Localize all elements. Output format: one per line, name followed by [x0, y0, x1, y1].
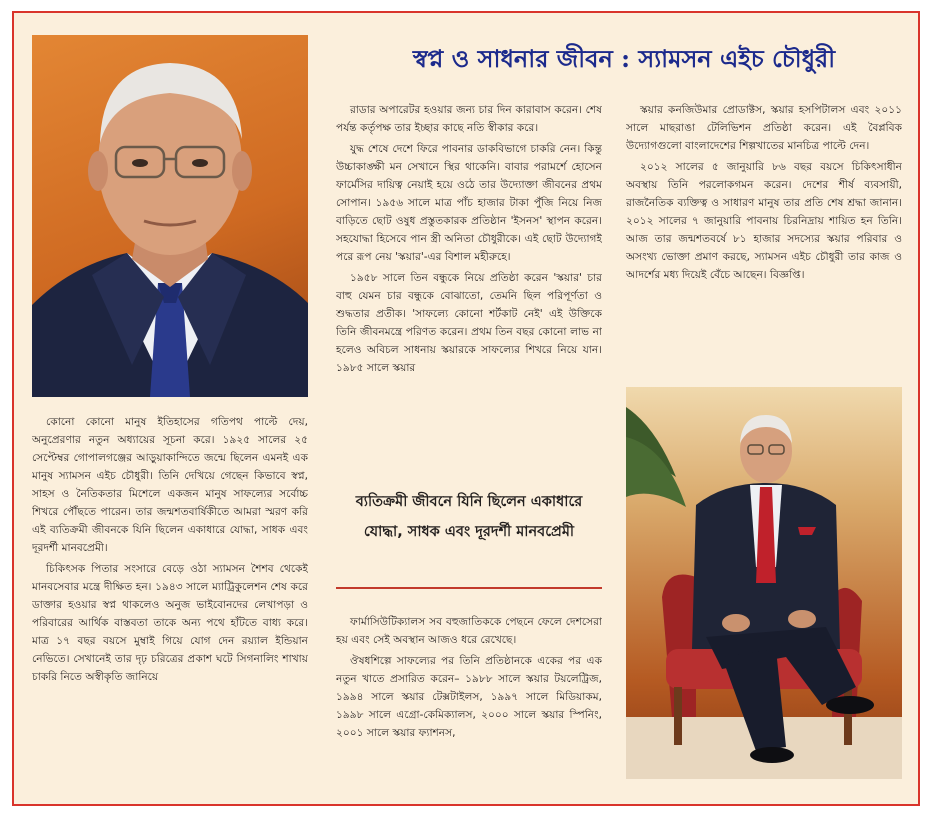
article-column-middle-bottom [336, 613, 602, 791]
newspaper-page [12, 11, 920, 806]
paragraph: রাডার অপারেটর হওয়ার জন্য চার দিন কারাবাস করেন। শেষ পর্যন্ত কর্তৃপক্ষ তার ইচ্ছার কাছে নতি স্বীকার করে। [336, 104, 602, 134]
paragraph: ১৯৫৮ সালে তিন বন্ধুকে নিয়ে প্রতিষ্ঠা করেন 'স্কয়ার' চার বাহু যেমন চার বন্ধুকে বোঝাতো, তেমনি ছিল পরিপূর্ণতা ও শুদ্ধতার প্রতীক। 'সাফল্যে কোনো শর্টকাট নেই' এই উক্তিকে তিনি জীবনমন্ত্রে পরিণত করেন। প্রথম তিন বছর কোনো লাভ না হলেও অবিচল সাধনায় স্কয়ারকে সাফল্যের শিখরে নিয়ে যান। ১৯৮৫ সালে স্কয়ার [336, 272, 602, 374]
article-column-middle-top [336, 101, 602, 477]
paragraph: ২০১২ সালের ৫ জানুয়ারি ৮৬ বছর বয়সে চিকিৎসাধীন অবস্থায় তিনি পরলোকগমন করেন। দেশের শীর্ষ ব্যবসায়ী, রাজনৈতিক ব্যক্তিত্ব ও সাধারণ মানুষ তার প্রতি শেষ শ্রদ্ধা জানান। ২০১২ সালের ৭ জানুয়ারি পাবনায় চিরনিদ্রায় শায়িত হন তিনি। আজ তার জন্মশতবর্ষে ৮১ হাজার সদস্যের স্কয়ার পরিবার ও অসংখ্য ভোক্তা প্রমাণ করছে, স্যামসন এইচ চৌধুরী তার কাজ ও আদর্শের মধ্য দিয়েই বেঁচে আছেন। বিজ্ঞপ্তি। [626, 161, 902, 281]
headline: স্বপ্ন ও সাধনার জীবন : স্যামসন এইচ চৌধুরী [412, 44, 836, 73]
article-column-left [32, 413, 308, 791]
pull-quote: ব্যতিক্রমী জীবনে যিনি ছিলেন একাধারে যোদ্ধা, সাধক এবং দূরদর্শী মানবপ্রেমী [336, 481, 602, 589]
paragraph: চিকিৎসক পিতার সংসারে বেড়ে ওঠা স্যামসন শৈশব থেকেই মানবসেবার মন্ত্রে দীক্ষিত হন। ১৯৪৩ সালে ম্যাট্রিকুলেশন শেষ করে ডাক্তার হওয়ার স্বপ্ন থাকলেও অনুজ ভাইবোনদের লেখাপড়া ও পরিবারের আর্থিক বাস্তবতা তাকে অন্য পথে হাঁটতে বাধ্য করে। মাত্র ১৭ বছর বয়সে মুম্বাই গিয়ে যোগ দেন রয়্যাল ইন্ডিয়ান নেভিতে। সেখানেই তার দৃঢ় চরিত্রের প্রকাশ ঘটে সিগনালিং শাখায় চাকরি নিতে অস্বীকৃতি জানিয়ে [32, 563, 308, 683]
paragraph: স্কয়ার কনজিউমার প্রোডাক্টস, স্কয়ার হসপিটালস এবং ২০১১ সালে মাছরাঙা টেলিভিশন প্রতিষ্ঠা করেন। এই বৈপ্লবিক উদ্যোগগুলো বাংলাদেশের শিল্পখাতের মানচিত্র পাল্টে দেন। [626, 104, 902, 152]
paragraph: ফার্মাসিউটিক্যালস সব বহুজাতিককে পেছনে ফেলে দেশসেরা হয় এবং সেই অবস্থান আজও ধরে রেখেছে। [336, 616, 602, 646]
paragraph: ঔষধশিল্পে সাফল্যের পর তিনি প্রতিষ্ঠানকে একের পর এক নতুন খাতে প্রসারিত করেন– ১৯৮৮ সালে স্কয়ার টয়লেট্রিজ, ১৯৯৪ সালে স্কয়ার টেক্সটাইলস, ১৯৯৭ সালে মিডিয়াকম, ১৯৯৮ সালে এগ্রো-কেমিক্যালস, ২০০০ সালে স্কয়ার স্পিনিং, ২০০১ সালে স্কয়ার ফ্যাশনস, [336, 655, 602, 739]
paragraph: যুদ্ধ শেষে দেশে ফিরে পাবনার ডাকবিভাগে চাকরি নেন। কিন্তু উচ্চাকাঙ্ক্ষী মন সেখানে স্থির থাকেনি। বাবার পরামর্শে হোসেন ফার্মেসির দায়িত্ব নেয়াই হয়ে ওঠে তার উদ্যোক্তা জীবনের প্রথম সোপান। ১৯৫৬ সালে মাত্র পাঁচ হাজার টাকা পুঁজি নিয়ে নিজ বাড়িতে ছোট ওষুধ প্রস্তুতকারক প্রতিষ্ঠান 'ইসনস' স্থাপন করেন। সহযোদ্ধা হিসেবে পান স্ত্রী অনিতা চৌধুরীকে। এই ছোট উদ্যোগই পরে রূপ নেয় 'স্কয়ার'-এর বিশাল মহীরুহে। [336, 143, 602, 263]
seated-portrait-photo [626, 387, 902, 779]
paragraph: কোনো কোনো মানুষ ইতিহাসের গতিপথ পাল্টে দেয়, অনুপ্রেরণার নতুন অধ্যায়ের সূচনা করে। ১৯২৫ সালের ২৫ সেপ্টেম্বর গোপালগঞ্জের আড়ুয়াকান্দিতে জন্মে ছিলেন এমনই এক মানুষ স্যামসন এইচ চৌধুরী। তিনি দেখিয়ে গেছেন কিভাবে স্বপ্ন, সাহস ও নৈতিকতার মিশেলে একজন মানুষ সাফল্যের সর্বোচ্চ শিখরে পৌঁছতে পারেন। তার জন্মশতবার্ষিকীতে আমরা স্মরণ করি এই ব্যতিক্রমী জীবনকে যিনি ছিলেন একাধারে যোদ্ধা, সাধক এবং দূরদর্শী মানবপ্রেমী। [32, 416, 308, 554]
article-column-right [626, 101, 902, 379]
portrait-photo [32, 35, 308, 397]
